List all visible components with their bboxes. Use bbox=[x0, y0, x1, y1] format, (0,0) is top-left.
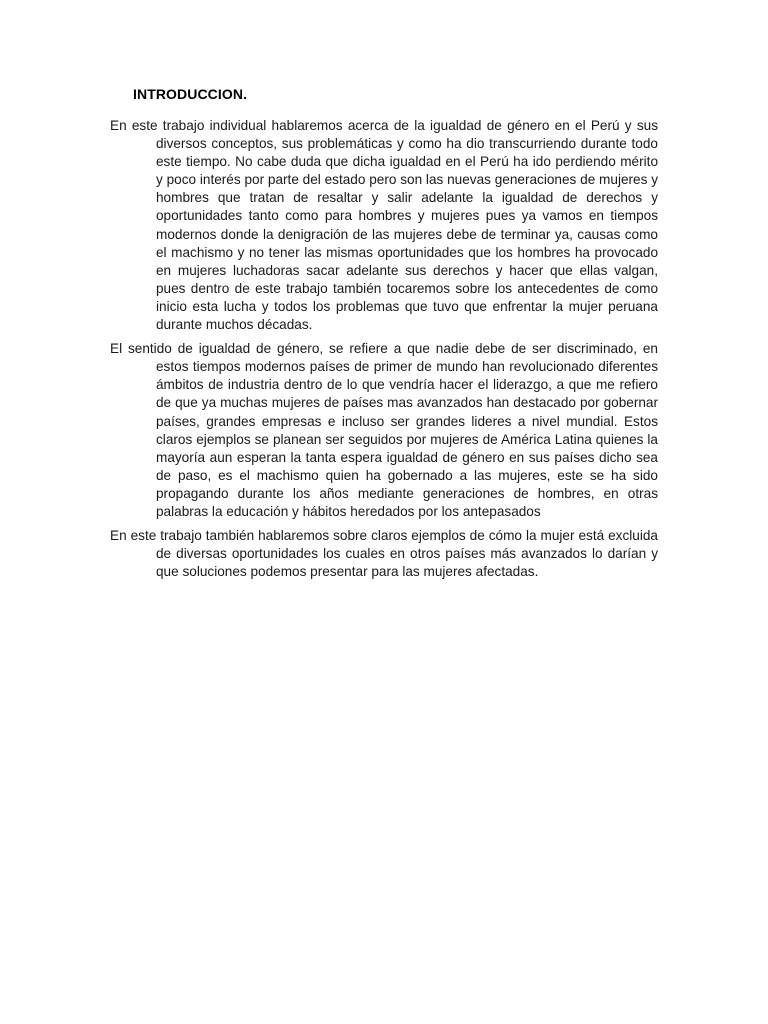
document-body bbox=[110, 117, 658, 587]
paragraph-introduction: En este trabajo individual hablaremos acerca de la igualdad de género en el Perú y sus diversos conceptos, sus problemáticas y como ha dio transcurriendo durante todo este tiempo. No cabe duda que dicha igualdad en el Perú ha ido perdiendo mérito y poco interés por parte del estado pero son las nuevas generaciones de mujeres y hombres que tratan de resaltar y salir adelante la igualdad de derechos y oportunidades tanto como para hombres y mujeres pues ya vamos en tiempos modernos donde la denigración de las mujeres debe de terminar ya, causas como el machismo y no tener las mismas oportunidades que los hombres ha provocado en mujeres luchadoras sacar adelante sus derechos y hacer que ellas valgan, pues dentro de este trabajo también tocaremos sobre los antecedentes de como inicio esta lucha y todos los problemas que tuvo que enfrentar la mujer peruana durante muchos décadas. bbox=[110, 118, 658, 333]
document-heading: INTRODUCCION. bbox=[133, 86, 248, 102]
paragraph-examples: En este trabajo también hablaremos sobre claros ejemplos de cómo la mujer está excluida de diversas oportunidades los cuales en otros países más avanzados lo darían y que soluciones podemos presentar para las mujeres afectadas. bbox=[110, 528, 658, 580]
paragraph-gender-equality: El sentido de igualdad de género, se refiere a que nadie debe de ser discriminado, en estos tiempos modernos países de primer de mundo han revolucionado diferentes ámbitos de industria dentro de lo que vendría hacer el liderazgo, a que me refiero de que ya muchas mujeres de países mas avanzados han destacado por gobernar países, grandes empresas e incluso ser grandes lideres a nivel mundial. Estos claros ejemplos se planean ser seguidos por mujeres de América Latina quienes la mayoría aun esperan la tanta espera igualdad de género en sus países dicho sea de paso, es el machismo quien ha gobernado a las mujeres, este se ha sido propagando durante los años mediante generaciones de hombres, en otras palabras la educación y hábitos heredados por los antepasados bbox=[110, 341, 658, 519]
